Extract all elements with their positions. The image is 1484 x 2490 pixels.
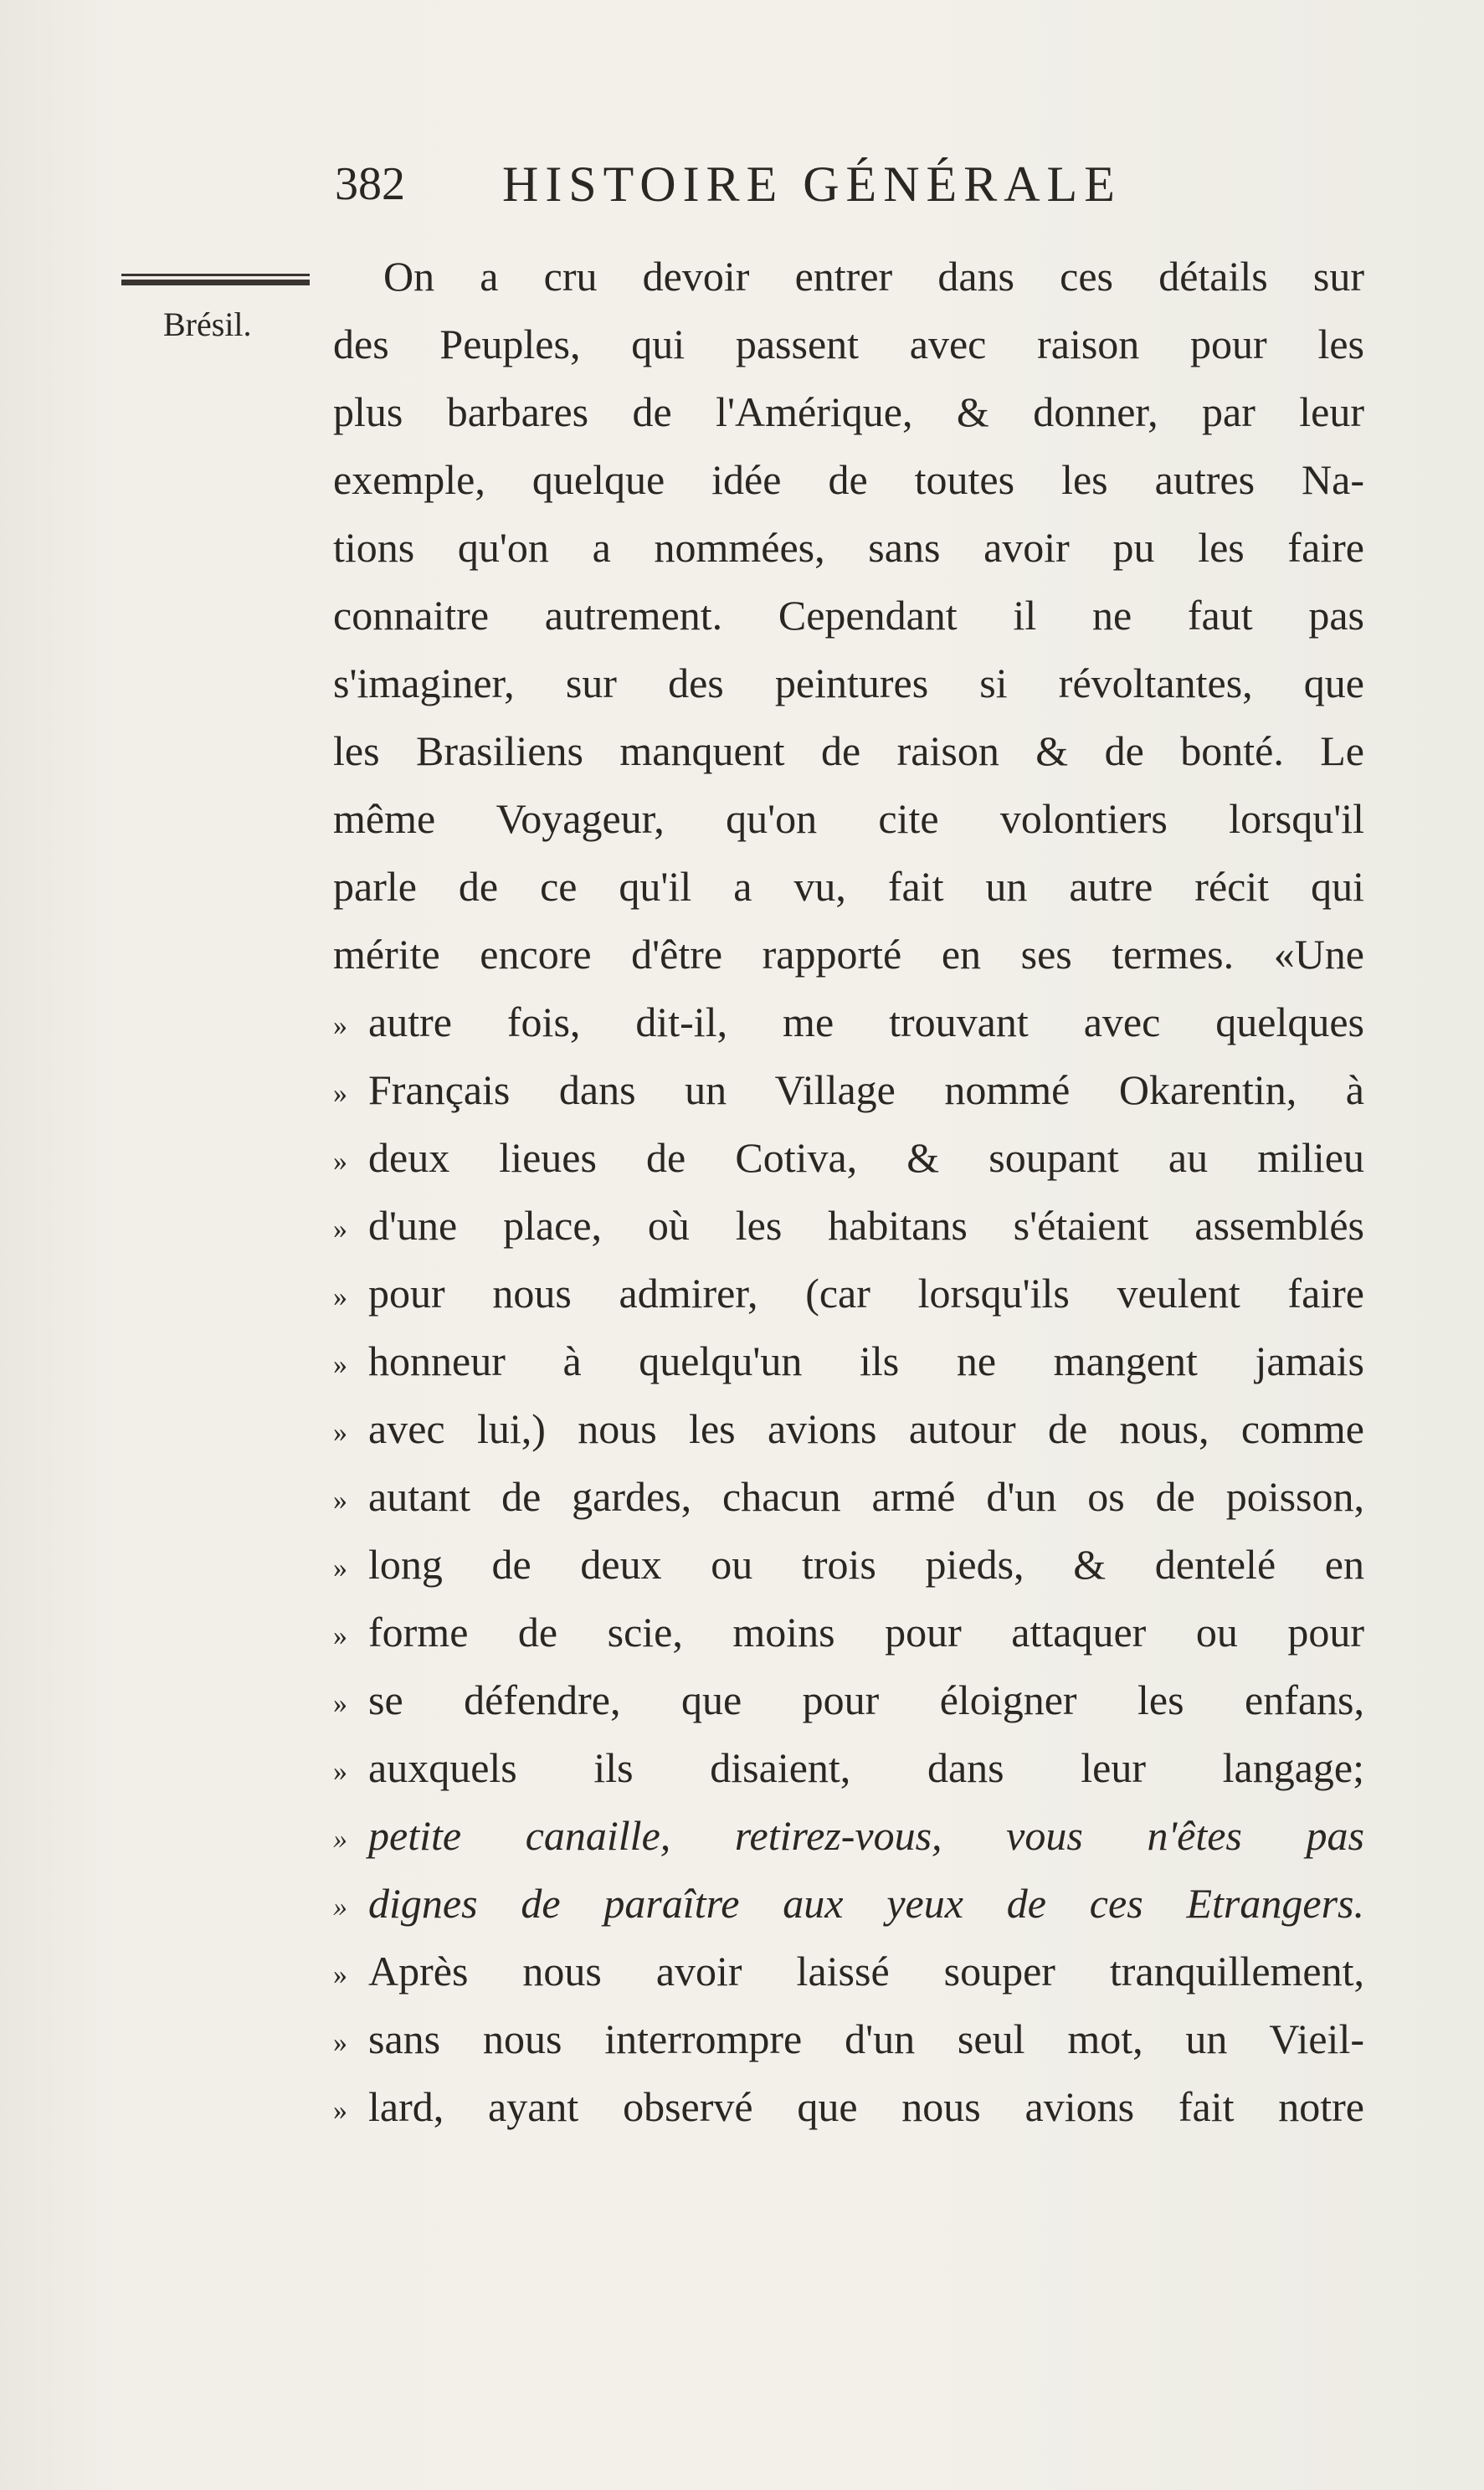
- text-line: plus barbares de l'Amérique, & donner, par leur: [333, 388, 1364, 435]
- text-line-quoted: » autant de gardes, chacun armé d'un os de poisson,: [333, 1463, 1364, 1531]
- quote-mark: »: [333, 1756, 347, 1787]
- margin-rule-thick: [121, 280, 310, 285]
- text-line-quoted: » deux lieues de Cotiva, & soupant au milieu: [333, 1124, 1364, 1192]
- body-text: [333, 243, 1364, 2141]
- quote-mark: »: [333, 1892, 347, 1923]
- text-line: connaitre autrement. Cependant il ne faut pas: [333, 592, 1364, 639]
- text-line-quoted-italic: » dignes de paraître aux yeux de ces Etrangers.: [333, 1870, 1364, 1938]
- text-line-quoted: » sans nous interrompre d'un seul mot, un Vieil-: [333, 2005, 1364, 2073]
- text-line: parle de ce qu'il a vu, fait un autre récit qui: [333, 863, 1364, 910]
- text-line-quoted: » forme de scie, moins pour attaquer ou pour: [333, 1599, 1364, 1666]
- quote-mark: »: [333, 1010, 347, 1041]
- text-line: exemple, quelque idée de toutes les autres Na-: [333, 456, 1364, 503]
- quote-mark: »: [333, 2027, 347, 2058]
- text-line: On a cru devoir entrer dans ces détails sur: [383, 253, 1364, 300]
- page-number: 382: [335, 158, 405, 210]
- margin-note: Brésil.: [163, 305, 252, 343]
- quote-mark: »: [333, 1146, 347, 1177]
- text-line-quoted: » Après nous avoir laissé souper tranquillement,: [333, 1938, 1364, 2005]
- text-line-quoted: » honneur à quelqu'un ils ne mangent jamais: [333, 1327, 1364, 1395]
- text-line: s'imaginer, sur des peintures si révoltantes, que: [333, 660, 1364, 706]
- quote-mark: »: [333, 1553, 347, 1584]
- quote-mark: »: [333, 1417, 347, 1448]
- text-line-quoted: » d'une place, où les habitans s'étaient assemblés: [333, 1192, 1364, 1260]
- running-title: HISTOIRE GÉNÉRALE: [502, 157, 1122, 212]
- text-line-quoted: » lard, ayant observé que nous avions fait notre: [333, 2073, 1364, 2141]
- quote-mark: »: [333, 1959, 347, 1990]
- quote-mark: »: [333, 1078, 347, 1109]
- text-line: même Voyageur, qu'on cite volontiers lorsqu'il: [333, 795, 1364, 842]
- quote-mark: »: [333, 1485, 347, 1516]
- text-line-quoted: » Français dans un Village nommé Okarentin, à: [333, 1056, 1364, 1124]
- text-line: les Brasiliens manquent de raison & de bonté. Le: [333, 727, 1364, 774]
- margin-rule: [121, 274, 310, 289]
- text-line-quoted: » long de deux ou trois pieds, & dentelé en: [333, 1531, 1364, 1599]
- quote-mark: »: [333, 1824, 347, 1855]
- text-line: tions qu'on a nommées, sans avoir pu les faire: [333, 524, 1364, 571]
- text-line-quoted: » auxquels ils disaient, dans leur langage;: [333, 1734, 1364, 1802]
- quote-mark: »: [333, 1620, 347, 1651]
- quote-mark: »: [333, 1349, 347, 1380]
- text-line-quoted: » pour nous admirer, (car lorsqu'ils veulent faire: [333, 1260, 1364, 1327]
- quote-mark: »: [333, 1281, 347, 1312]
- quote-mark: »: [333, 1214, 347, 1245]
- text-line-quoted: » avec lui,) nous les avions autour de nous, comme: [333, 1395, 1364, 1463]
- text-line-quoted: » se défendre, que pour éloigner les enfans,: [333, 1666, 1364, 1734]
- quote-mark: »: [333, 2095, 347, 2126]
- text-line: mérite encore d'être rapporté en ses termes. «Une: [333, 931, 1364, 978]
- text-line: des Peuples, qui passent avec raison pour les: [333, 321, 1364, 367]
- margin-rule-thin: [121, 274, 310, 276]
- page-header: [335, 151, 1364, 218]
- text-line-quoted-italic: » petite canaille, retirez-vous, vous n'êtes pas: [333, 1802, 1364, 1870]
- text-line-quoted: » autre fois, dit-il, me trouvant avec quelques: [333, 988, 1364, 1056]
- quote-mark: »: [333, 1688, 347, 1719]
